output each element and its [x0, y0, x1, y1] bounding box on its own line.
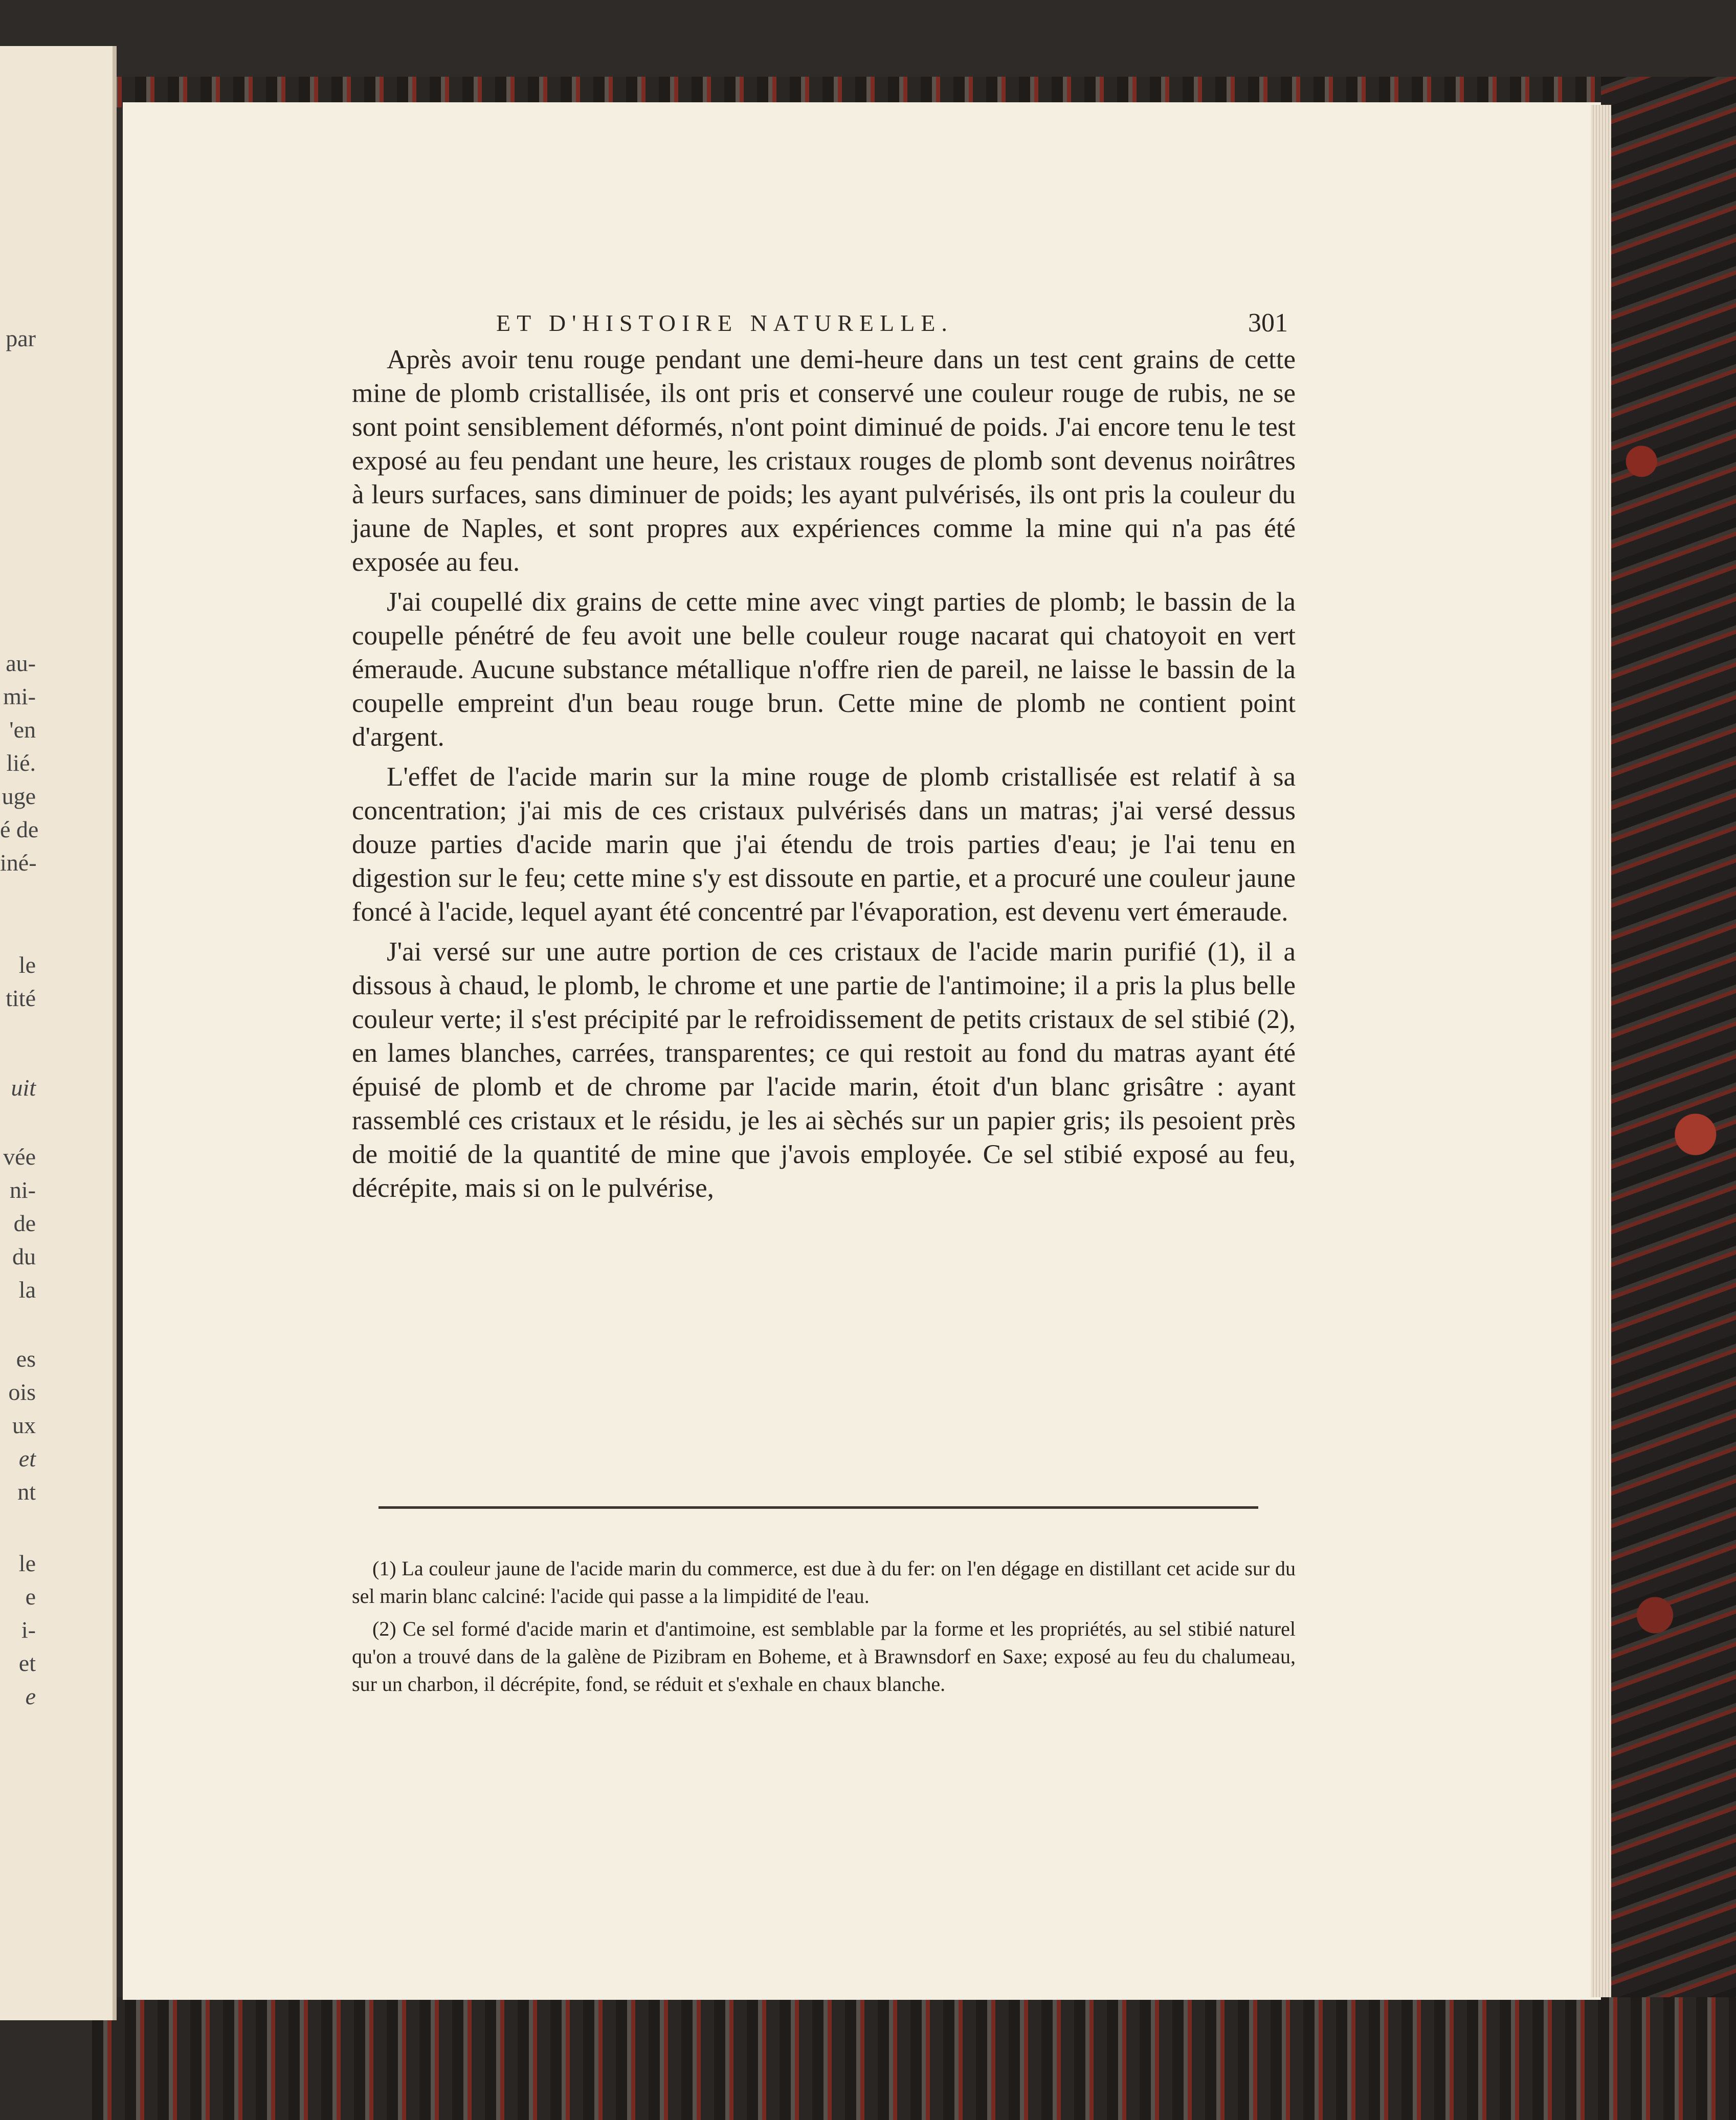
facing-page-fragment: le [18, 1550, 36, 1576]
facing-page-fragment: 'en [9, 717, 36, 743]
main-text [352, 343, 1296, 1211]
running-title: ET D'HISTOIRE NATURELLE. [496, 310, 953, 336]
paragraph: J'ai versé sur une autre portion de ces cristaux de l'acide marin purifié (1), il a dissous à chaud, le plomb, le chrome et une partie de l'antimoine; il a pris la plus belle couleur verte; il s'est précipité par le refroidissement de petits cristaux de sel stibié (2), en lames blanches, carrées, transparentes; ce qui restoit au fond du matras ayant été épuisé de plomb et de chrome par l'acide marin, étoit d'un blanc grisâtre : ayant rassemblé ces cristaux et le résidu, je les ai sèchés sur un papier gris; ils pesoient près de moitié de la quantité de mine que j'avois employée. Ce sel stibié exposé au feu, décrépite, mais si on le pulvérise, [352, 937, 1296, 1203]
facing-page-fragment: i- [21, 1617, 36, 1643]
facing-page-fragment: du [12, 1243, 36, 1269]
footnote: (2) Ce sel formé d'acide marin et d'antimoine, est semblable par la forme et les propriétés, au sel stibié naturel qu'on a trouvé dans de la galène de Pizibram en Boheme, et à Brawnsdorf en Saxe; exposé au feu du chalumeau, sur un charbon, il décrépite, fond, se réduit et s'exhale en chaux blanche. [352, 1617, 1296, 1695]
facing-page-fragment: vée [3, 1144, 36, 1170]
facing-page-fragment: uit [11, 1075, 36, 1101]
paragraph: Après avoir tenu rouge pendant une demi-heure dans un test cent grains de cette mine de plomb cristallisée, ils ont pris et conservé une couleur rouge de rubis, ne se sont point sensiblement déformés, n'ont point diminué de poids. J'ai encore tenu le test exposé au feu pendant une heure, les cristaux rouges de plomb sont devenus noirâtres à leurs surfaces, sans diminuer de poids; les ayant pulvérisés, ils ont pris la couleur du jaune de Naples, et sont propres aux expériences comme la mine qui n'a pas été exposée au feu. [352, 345, 1296, 577]
footnotes [352, 1555, 1296, 1703]
facing-page-fragment: et [18, 1650, 36, 1676]
facing-page-fragment: par [6, 325, 36, 351]
facing-page-fragment: de [13, 1210, 36, 1236]
facing-page-fragment: lié. [6, 750, 36, 776]
facing-page-fragment: le [18, 952, 36, 978]
facing-page-fragment: es [16, 1346, 36, 1372]
facing-page-fragment: au- [6, 650, 36, 676]
facing-page-fragment: ni- [9, 1177, 36, 1203]
marbled-board-bottom [92, 1997, 1736, 2120]
marbled-board-right [1601, 77, 1736, 2000]
paragraph: J'ai coupellé dix grains de cette mine avec vingt parties de plomb; le bassin de la coupelle pénétré de feu avoit une belle couleur rouge nacarat qui chatoyoit en vert émeraude. Aucune substance métallique n'offre rien de pareil, ne laisse le bassin de la coupelle empreint d'un beau rouge brun. Cette mine de plomb ne contient point d'argent. [352, 587, 1296, 752]
facing-page-fragment: é de [0, 816, 39, 842]
page-number: 301 [1248, 308, 1288, 338]
facing-page-fragment: ux [12, 1412, 36, 1438]
facing-page-fragment: e [25, 1583, 36, 1610]
facing-page-fragment: mi- [3, 683, 36, 709]
page-edges [1591, 105, 1611, 1997]
facing-page [0, 46, 117, 2020]
facing-page-fragment: la [18, 1277, 36, 1303]
facing-page-fragment: nt [17, 1479, 36, 1505]
paragraph: L'effet de l'acide marin sur la mine rouge de plomb cristallisée est relatif à sa concentration; j'ai mis de ces cristaux pulvérisés dans un matras; j'ai versé dessus douze parties d'acide marin que j'ai étendu de trois parties d'eau; je l'ai tenu en digestion sur le feu; cette mine s'y est dissoute en partie, et a procuré une couleur jaune foncé à l'acide, lequel ayant été concentré par l'évaporation, est devenu vert émeraude. [352, 762, 1296, 927]
footnote: (1) La couleur jaune de l'acide marin du commerce, est due à du fer: on l'en dégage en distillant cet acide sur du sel marin blanc calciné: l'acide qui passe a la limpidité de l'eau. [352, 1557, 1296, 1608]
facing-page-fragment: uge [2, 783, 36, 809]
facing-page-fragment: e [25, 1683, 36, 1709]
facing-page-fragment: tité [6, 985, 36, 1011]
footnote-rule [379, 1506, 1258, 1509]
facing-page-fragment: iné- [0, 850, 37, 876]
facing-page-fragment: ois [8, 1379, 36, 1405]
facing-page-fragment: et [18, 1445, 36, 1471]
